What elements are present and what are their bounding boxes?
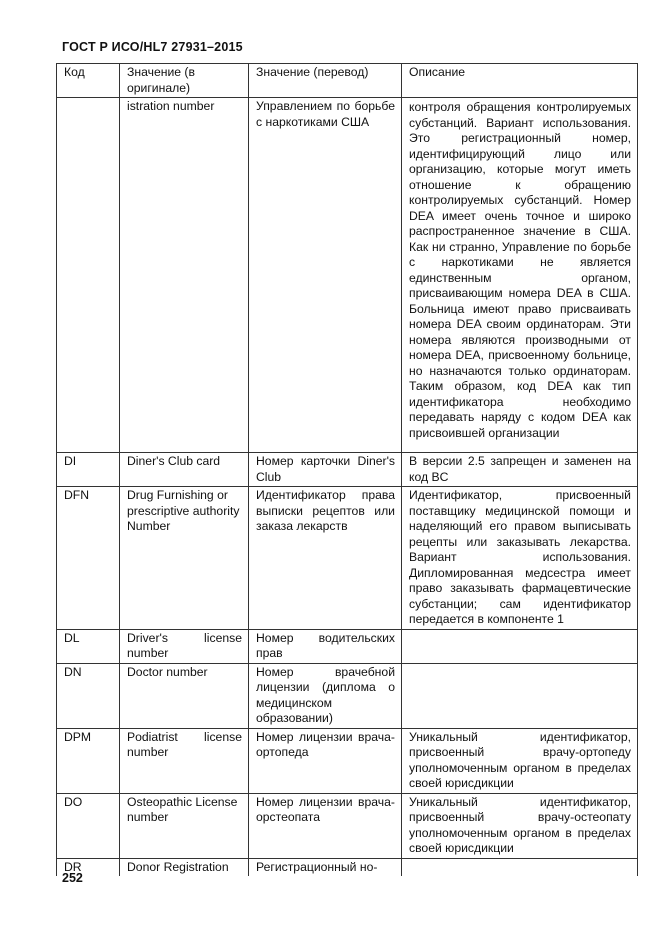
table-row [57, 793, 638, 858]
cell-code [57, 98, 120, 453]
cell-original: istration number [120, 98, 249, 453]
cell-original: Doctor number [120, 663, 249, 728]
cell-code: DL [57, 629, 120, 663]
cell-translation: Номер врачебной лицензии (диплома о медицинском образовании) [249, 663, 402, 728]
document-header: ГОСТ Р ИСО/HL7 27931–2015 [62, 40, 243, 54]
cell-description: Идентификатор, присвоенный поставщику медицинской помощи и наделяющий его правом выписывать рецепты или заказывать лекарства. Вариант использования. Дипломированная медсестра имеет право заказывать фармацевтические субстанции; сам идентификатор передается в компоненте 1 [402, 487, 638, 630]
cell-translation: Номер лицензии врача-орстеопата [249, 793, 402, 858]
cell-description: Уникальный идентификатор, присвоенный врачу-остеопату уполномоченным органом в пределах своей юрисдикции [402, 793, 638, 858]
cell-original: Diner's Club card [120, 453, 249, 487]
cell-description [402, 629, 638, 663]
col-header-original: Значение (в оригинале) [120, 64, 249, 98]
cell-translation: Идентификатор права выписки рецептов или заказа лекарств [249, 487, 402, 630]
cell-description: контроля обращения контролируемых субстанций. Вариант использования. Это регистрационный номер, идентифицирующий лицо или организацию, которые могут иметь отношение к обращению контролируемых субстанций. Номер DEA имеет очень точное и широко распространенное значение в США. Как ни странно, Управление по борьбе с наркотиками не является единственным органом, присваивающим номера DEA в США. Больница имеют право присваивать номера DEA своим ординаторам. Эти номера являются производными от номера DEA, присвоенному больнице, но назначаются только ординаторам. Таким образом, код DEA как тип идентификатора необходимо передавать наряду с кодом DEA как присвоившей организации [402, 98, 638, 453]
cell-code: DI [57, 453, 120, 487]
table-header-row [57, 64, 638, 98]
cell-description: В версии 2.5 запрещен и заменен на код BC [402, 453, 638, 487]
table-row [57, 728, 638, 793]
cell-code: DFN [57, 487, 120, 630]
cell-translation: Управлением по борьбе с наркотиками США [249, 98, 402, 453]
cell-original: Osteopathic License number [120, 793, 249, 858]
table-row [57, 858, 638, 876]
cell-original: Donor Registration [120, 858, 249, 876]
cell-translation: Номер лицензии врача-ортопеда [249, 728, 402, 793]
cell-code: DR [57, 858, 120, 876]
cell-description: Уникальный идентификатор, присвоенный врачу-ортопеду уполномоченным органом в пределах своей юрисдикции [402, 728, 638, 793]
table-row [57, 663, 638, 728]
table-row [57, 98, 638, 453]
cell-code: DN [57, 663, 120, 728]
code-table [56, 63, 638, 876]
cell-translation: Номер карточки Diner's Club [249, 453, 402, 487]
cell-original: Podiatrist license number [120, 728, 249, 793]
table-row [57, 453, 638, 487]
table-row [57, 629, 638, 663]
cell-translation: Номер водительских прав [249, 629, 402, 663]
col-header-description: Описание [402, 64, 638, 98]
cell-description [402, 858, 638, 876]
cell-code: DO [57, 793, 120, 858]
cell-code: DPM [57, 728, 120, 793]
cell-original: Driver's license number [120, 629, 249, 663]
page-number: 252 [62, 871, 83, 885]
col-header-code: Код [57, 64, 120, 98]
col-header-translation: Значение (перевод) [249, 64, 402, 98]
cell-description [402, 663, 638, 728]
cell-original: Drug Furnishing or prescriptive authority Number [120, 487, 249, 630]
cell-translation: Регистрационный но- [249, 858, 402, 876]
table-row [57, 487, 638, 630]
